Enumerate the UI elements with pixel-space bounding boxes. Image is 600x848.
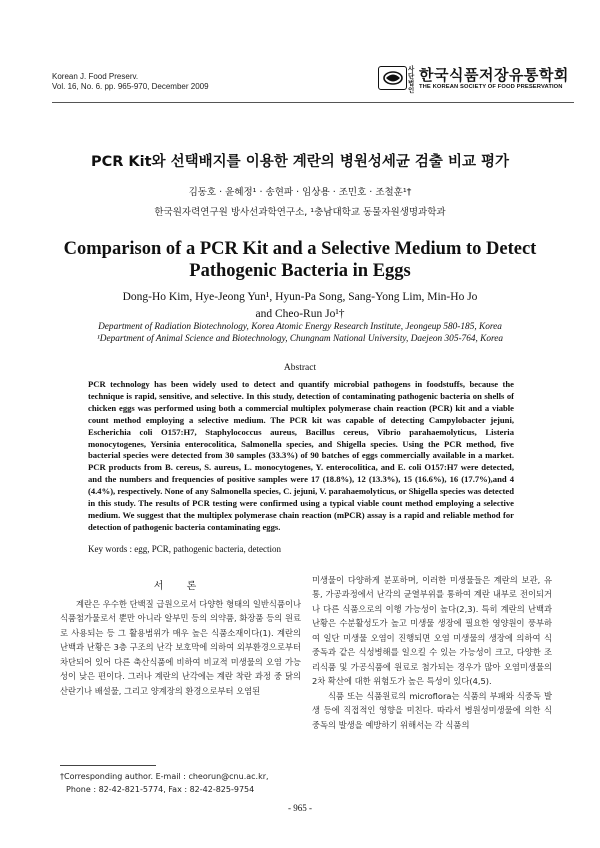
footnote-phone-line: Phone : 82-42-821-5774, Fax : 82-42-825-9754 [66, 784, 255, 794]
body-paragraph: 식품 또는 식품원료의 microflora는 식품의 부패와 식중독 발생 등에 직접적인 영향을 미친다. 따라서 병원성미생물에 의한 식중독의 발생을 예방하기 위해서는 각 식품의 [312, 690, 552, 730]
journal-name: Korean J. Food Preserv. [52, 72, 139, 81]
affiliation-1: Department of Radiation Biotechnology, Korea Atomic Energy Research Institute, Jeongeup 580-185, Korea [98, 322, 502, 332]
korean-authors: 김동호 · 윤혜정¹ · 송현파 · 임상용 · 조민호 · 조철훈¹† [188, 187, 412, 198]
body-paragraph: 계란은 우수한 단백질 급원으로서 다양한 형태의 일반식품이나 식품첨가물로서 뿐만 아니라 알부민 등의 의약품, 화장품 등의 원료로 사용되는 등 그 활용범위가 매우 높은 식품소재이다(1). 계란의 난백과 난황은 3층 구조의 난각 보호막에 의하여 외부환경으로부터 차단되어 있어 다른 축산식품에 비하여 비교적 미생물의 오염 가능성이 낮은 편이다. 그러나 계란의 난각에는 계란 착란 과정 중 닭의 산란기나 배설물, 그리고 양계장의 환경으로부터 오염된 [60, 599, 301, 696]
abstract-heading: Abstract [283, 363, 317, 373]
english-title: Comparison of a PCR Kit and a Selective Medium to Detect Pathogenic Bacteria in Eggs [63, 239, 537, 281]
society-name-korean: 한국식품저장유통학회 [419, 66, 569, 84]
society-emblem-icon [378, 66, 407, 90]
keywords: Key words : egg, PCR, pathogenic bacteria, detection [88, 544, 281, 554]
keywords-label: Key words [88, 544, 128, 554]
body-right-column [312, 573, 552, 732]
page-number: - 965 - [288, 803, 312, 813]
corresponding-author-footnote [60, 771, 320, 796]
section-heading-introduction: 서 론 [153, 581, 207, 592]
abstract-text: PCR technology has been widely used to detect and quantify microbial pathogens in foodstuffs, because the technique is rapid, sensitive, and selective. In this study, detection of contaminating pathogenic bacteria on shells of chicken eggs was performed using both a commercial multiplex polymerase chain reaction (PCR) kit and a viable count method employing a selective medium. The PCR kit was capable of detecting Campylobacter jejuni, Escherichia coli O157:H7, Staphylococcus aureus, Bacillus cereus, Vibrio parahaemolyticus, Listeria monocytogenes, Yersinia enterocolitica, Salmonella species, and Shigella species. Using the PCR method, five bacterial species were detected from 30 samples (33.3%) of 90 batches of eggs commercially available in a market. PCR products from B. cereus, S. aureus, L. monocytogenes, Y. enterocolitica, and E. coli O157:H7 were detected, and the numbers and frequencies of positive samples were 17 (18.8%), 12 (13.3%), 15 (16.6%), 16 (17.7%),and 4 (4.4%), respectively. None of any Salmonella species, C. jejuni, V. parahaemolyticus, or Shigella species was detected in this study. The results of PCR testing were confirmed using a typical viable count method employing a selective medium. We suggest that the multiplex polymerase chain reaction (mPCR) assay is a rapid and reliable method for detection of pathogenic bacteria contaminating eggs. [88, 379, 514, 532]
keywords-list: egg, PCR, pathogenic bacteria, detection [134, 544, 281, 554]
society-prefix: 사단법인 [408, 65, 415, 94]
english-authors [80, 289, 520, 323]
english-affiliations [70, 321, 530, 345]
footnote-email-line: †Corresponding author. E-mail : cheorun@cnu.ac.kr, [60, 772, 269, 781]
footnote-divider [60, 765, 156, 766]
korean-affiliation: 한국원자력연구원 방사선과학연구소, ¹충남대학교 동물자원생명과학과 [154, 207, 446, 218]
affiliation-2: ¹Department of Animal Science and Biotechnology, Chungnam National University, Daejeon 305-764, Korea [96, 334, 504, 344]
body-left-column [60, 597, 301, 698]
korean-title: PCR Kit와 선택배지를 이용한 계란의 병원성세균 검출 비교 평가 [90, 154, 510, 170]
journal-citation [52, 72, 209, 91]
body-paragraph: 미생물이 다양하게 분포하며, 이러한 미생물들은 계란의 보관, 유통, 가공과정에서 난각의 균열부위를 통하여 계란 내부로 전이되거나 다른 식품으로의 이행 가능성이 높다(2,3). 특히 계란의 난백과 난황은 수분활성도가 높고 미생물 생장에 필요한 영양원이 풍부하여 일단 미생물 오염이 진행되면 오염 미생물의 생장에 의하여 식중독과 같은 식성병해를 일으킬 수 있는 가능성이 크고, 다양한 조리식품 및 가공식품에 원료로 첨가되는 경우가 많아 오염미생물의 2차 확산에 대한 위험도가 높은 특성이 있다(4,5). [312, 575, 552, 687]
english-authors-line-1: Dong-Ho Kim, Hye-Jeong Yun¹, Hyun-Pa Song, Sang-Yong Lim, Min-Ho Jo [122, 291, 478, 303]
english-authors-line-2: and Cheo-Run Jo¹† [255, 308, 345, 320]
society-logo [378, 62, 574, 94]
header-divider [52, 102, 574, 103]
society-name-english: THE KOREAN SOCIETY OF FOOD PRESERVATION [419, 84, 563, 90]
journal-issue: Vol. 16, No. 6. pp. 965-970, December 2009 [52, 81, 209, 91]
